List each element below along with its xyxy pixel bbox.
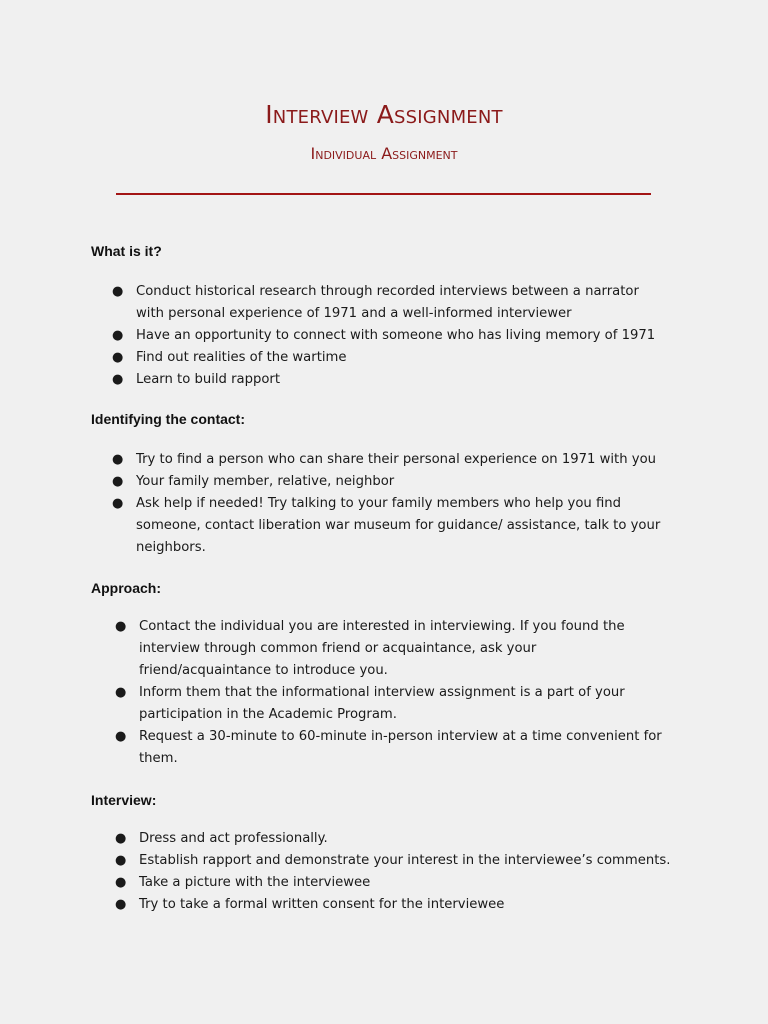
list-item: ● Learn to build rapport — [136, 369, 661, 391]
section-heading-approach: Approach: — [91, 580, 161, 596]
bullet-icon: ● — [112, 452, 124, 467]
list-item: ● Try to find a person who can share their personal experience on 1971 with you — [136, 449, 676, 471]
section-heading-identifying-contact: Identifying the contact: — [91, 411, 245, 427]
bullet-icon: ● — [112, 372, 124, 387]
bullet-icon: ● — [115, 729, 127, 744]
bullet-icon: ● — [112, 350, 124, 365]
list-item: ● Have an opportunity to connect with someone who has living memory of 1971 — [136, 325, 661, 347]
bullet-icon: ● — [112, 474, 124, 489]
list-item: ● Take a picture with the interviewee — [139, 872, 699, 894]
bullet-icon: ● — [115, 875, 127, 890]
list-item: ● Contact the individual you are interested in interviewing. If you found the interview through common friend or acquaintance, ask your friend/acquaintance to introduce you. — [139, 616, 669, 682]
list-item: ● Inform them that the informational interview assignment is a part of your participation in the Academic Program. — [139, 682, 669, 726]
bullet-icon: ● — [115, 853, 127, 868]
section-heading-interview: Interview: — [91, 792, 157, 808]
bullet-icon: ● — [115, 619, 127, 634]
list-item: ● Your family member, relative, neighbor — [136, 471, 676, 493]
bullet-icon: ● — [115, 897, 127, 912]
list-item: ● Request a 30-minute to 60-minute in-person interview at a time convenient for them. — [139, 726, 669, 770]
list-identifying-contact — [112, 449, 676, 559]
list-item: ● Find out realities of the wartime — [136, 347, 661, 369]
section-heading-what-is-it: What is it? — [91, 243, 162, 259]
list-item: ● Establish rapport and demonstrate your interest in the interviewee’s comments. — [139, 850, 699, 872]
bullet-icon: ● — [112, 496, 124, 511]
list-interview — [115, 828, 699, 916]
bullet-icon: ● — [112, 284, 124, 299]
list-item: ● Try to take a formal written consent for the interviewee — [139, 894, 699, 916]
document-title: Interview Assignment — [265, 100, 503, 129]
bullet-icon: ● — [115, 685, 127, 700]
document-subtitle: Individual Assignment — [310, 144, 458, 163]
list-item: ● Ask help if needed! Try talking to your family members who help you find someone, contact liberation war museum for guidance/ assistance, talk to your neighbors. — [136, 493, 676, 559]
list-what-is-it — [112, 281, 661, 391]
bullet-icon: ● — [112, 328, 124, 343]
list-item: ● Dress and act professionally. — [139, 828, 699, 850]
list-item: ● Conduct historical research through recorded interviews between a narrator with personal experience of 1971 and a well-informed interviewer — [136, 281, 661, 325]
bullet-icon: ● — [115, 831, 127, 846]
title-divider — [116, 193, 651, 195]
list-approach — [115, 616, 669, 770]
